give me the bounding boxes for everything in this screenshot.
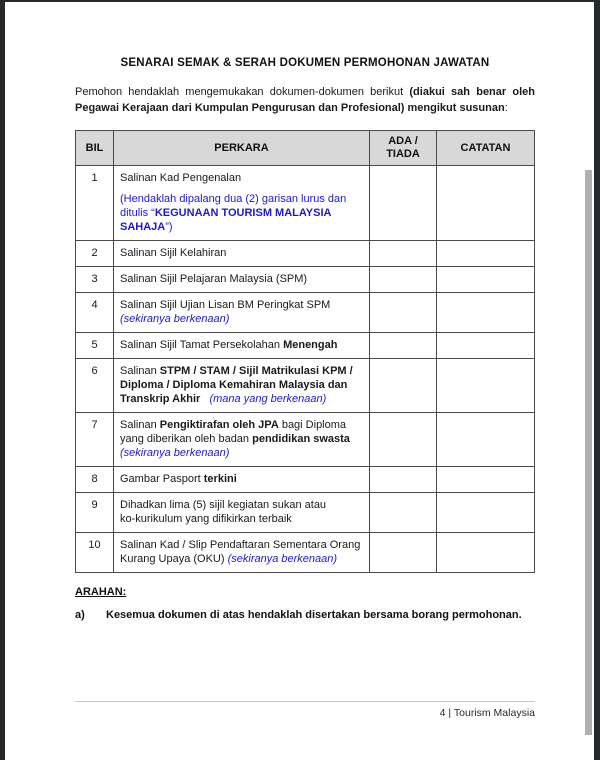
cell-catatan [437, 267, 535, 293]
table-row [76, 166, 535, 241]
cell-perkara: Dihadkan lima (5) sijil kegiatan sukan atau ko-kurikulum yang difikirkan terbaik [114, 493, 370, 533]
cell-ada-tiada [370, 166, 437, 241]
arahan-item-label: a) [75, 609, 85, 621]
cell-perkara: Salinan Kad Pengenalan (Hendaklah dipalang dua (2) garisan lurus dan ditulis “KEGUNAAN TOURISM MALAYSIA SAHAJA”) [114, 166, 370, 241]
table-row [76, 493, 535, 533]
table-row [76, 267, 535, 293]
checklist-table [75, 130, 535, 573]
cell-ada-tiada [370, 267, 437, 293]
arahan-section [75, 586, 535, 621]
column-header-bil: BIL [76, 131, 114, 166]
column-header-ada-tiada: ADA / TIADA [370, 131, 437, 166]
table-header-row [76, 131, 535, 166]
cell-perkara: Salinan STPM / STAM / Sijil Matrikulasi KPM / Diploma / Diploma Kemahiran Malaysia dan Transkrip Akhir (mana yang berkenaan) [114, 359, 370, 413]
arahan-heading: ARAHAN: [75, 586, 127, 598]
cell-perkara: Gambar Pasport terkini [114, 467, 370, 493]
cell-bil: 6 [76, 359, 114, 413]
table-row [76, 359, 535, 413]
cell-catatan [437, 333, 535, 359]
cell-perkara: Salinan Sijil Tamat Persekolahan Menengah [114, 333, 370, 359]
cell-bil: 3 [76, 267, 114, 293]
cell-ada-tiada [370, 413, 437, 467]
checklist-body [76, 166, 535, 573]
cell-ada-tiada [370, 533, 437, 573]
table-row [76, 533, 535, 573]
cell-catatan [437, 467, 535, 493]
cell-bil: 10 [76, 533, 114, 573]
cell-ada-tiada [370, 333, 437, 359]
cell-ada-tiada [370, 467, 437, 493]
cell-perkara: Salinan Sijil Kelahiran [114, 241, 370, 267]
window-border-top [0, 0, 600, 2]
table-row [76, 241, 535, 267]
cell-bil: 9 [76, 493, 114, 533]
cell-ada-tiada [370, 293, 437, 333]
cell-catatan [437, 166, 535, 241]
cell-catatan [437, 359, 535, 413]
window-border-left [0, 0, 5, 760]
footer-text: 4 | Tourism Malaysia [439, 707, 535, 719]
column-header-perkara: PERKARA [114, 131, 370, 166]
column-header-catatan: CATATAN [437, 131, 535, 166]
cell-bil: 7 [76, 413, 114, 467]
page-title: SENARAI SEMAK & SERAH DOKUMEN PERMOHONAN JAWATAN [120, 57, 490, 69]
scrollbar-thumb[interactable] [585, 170, 592, 735]
table-row [76, 467, 535, 493]
document-page [75, 57, 535, 621]
cell-catatan [437, 293, 535, 333]
cell-catatan [437, 241, 535, 267]
cell-perkara: Salinan Sijil Ujian Lisan BM Peringkat SPM (sekiranya berkenaan) [114, 293, 370, 333]
intro-paragraph: Pemohon hendaklah mengemukakan dokumen-dokumen berikut (diakui sah benar oleh Pegawai Kerajaan dari Kumpulan Pengurusan dan Profesional) mengikut susunan: [75, 86, 536, 114]
cell-bil: 4 [76, 293, 114, 333]
window-border-right [594, 0, 600, 760]
arahan-item-text: Kesemua dokumen di atas hendaklah disertakan bersama borang permohonan. [106, 609, 522, 621]
cell-ada-tiada [370, 359, 437, 413]
arahan-item [75, 609, 535, 621]
cell-perkara: Salinan Sijil Pelajaran Malaysia (SPM) [114, 267, 370, 293]
cell-catatan [437, 533, 535, 573]
cell-ada-tiada [370, 241, 437, 267]
table-row [76, 333, 535, 359]
table-row [76, 293, 535, 333]
cell-bil: 8 [76, 467, 114, 493]
cell-catatan [437, 413, 535, 467]
cell-bil: 5 [76, 333, 114, 359]
cell-perkara: Salinan Kad / Slip Pendaftaran Sementara Orang Kurang Upaya (OKU) (sekiranya berkenaan) [114, 533, 370, 573]
cell-catatan [437, 493, 535, 533]
cell-ada-tiada [370, 493, 437, 533]
cell-bil: 1 [76, 166, 114, 241]
table-row [76, 413, 535, 467]
page-footer [75, 701, 535, 719]
cell-bil: 2 [76, 241, 114, 267]
cell-perkara: Salinan Pengiktirafan oleh JPA bagi Diploma yang diberikan oleh badan pendidikan swasta (sekiranya berkenaan) [114, 413, 370, 467]
